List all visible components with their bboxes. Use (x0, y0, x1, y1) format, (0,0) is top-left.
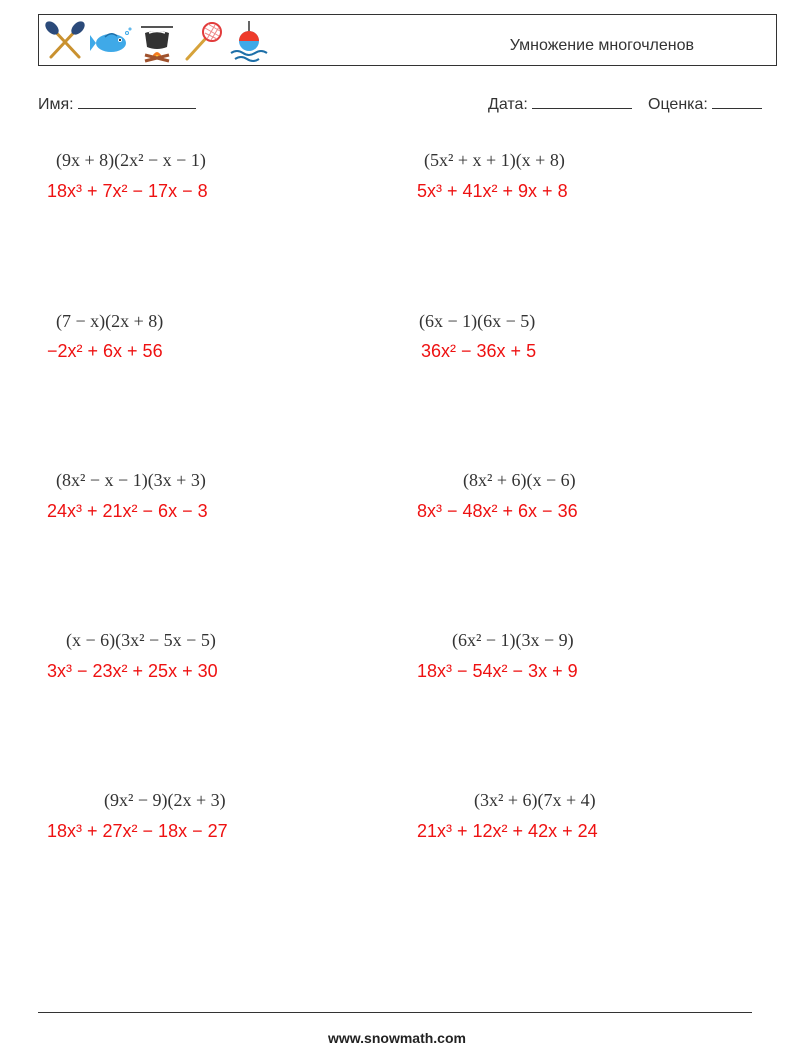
footer-divider (38, 1012, 752, 1013)
problem-answer: 18x³ + 27x² − 18x − 27 (47, 821, 228, 841)
fishing-net-icon (181, 19, 225, 63)
problem-answer: 36x² − 36x + 5 (421, 341, 537, 361)
grade-blank[interactable] (712, 94, 762, 109)
campfire-pot-icon (135, 19, 179, 63)
problem-question: (3x² + 6)(7x + 4) (474, 790, 596, 810)
date-label: Дата: (488, 96, 528, 113)
problem-answer: 18x³ − 54x² − 3x + 9 (417, 661, 578, 681)
problem-answer: 21x³ + 12x² + 42x + 24 (417, 821, 598, 841)
grade-field[interactable] (648, 94, 762, 114)
date-blank[interactable] (532, 94, 632, 109)
problem-question: (7 − x)(2x + 8) (56, 311, 164, 331)
problem-question: (8x² + 6)(x − 6) (463, 470, 576, 490)
paddles-icon (43, 19, 87, 63)
header-icons (43, 19, 271, 63)
name-label: Имя: (38, 96, 74, 113)
fish-icon (89, 19, 133, 63)
date-field[interactable] (488, 94, 632, 114)
problem-question: (9x² − 9)(2x + 3) (104, 790, 226, 810)
sheet-title: Умножение многочленов (509, 37, 694, 54)
problem-answer: 24x³ + 21x² − 6x − 3 (47, 501, 208, 521)
footer-website[interactable]: www.snowmath.com (328, 1030, 466, 1046)
problem-answer: 3x³ − 23x² + 25x + 30 (47, 661, 218, 681)
fishing-float-icon (227, 19, 271, 63)
problem-answer: 5x³ + 41x² + 9x + 8 (417, 181, 568, 201)
problem-answer: 18x³ + 7x² − 17x − 8 (47, 181, 208, 201)
name-field[interactable] (38, 94, 196, 114)
header-box (38, 14, 777, 66)
problem-question: (9x + 8)(2x² − x − 1) (56, 150, 206, 170)
name-blank[interactable] (78, 94, 196, 109)
problem-question: (8x² − x − 1)(3x + 3) (56, 470, 206, 490)
problem-question: (x − 6)(3x² − 5x − 5) (66, 630, 216, 650)
problem-question: (6x² − 1)(3x − 9) (452, 630, 574, 650)
grade-label: Оценка: (648, 96, 708, 113)
problem-answer: 8x³ − 48x² + 6x − 36 (417, 501, 578, 521)
problem-answer: −2x² + 6x + 56 (47, 341, 163, 361)
problem-question: (5x² + x + 1)(x + 8) (424, 150, 565, 170)
problem-question: (6x − 1)(6x − 5) (419, 311, 536, 331)
